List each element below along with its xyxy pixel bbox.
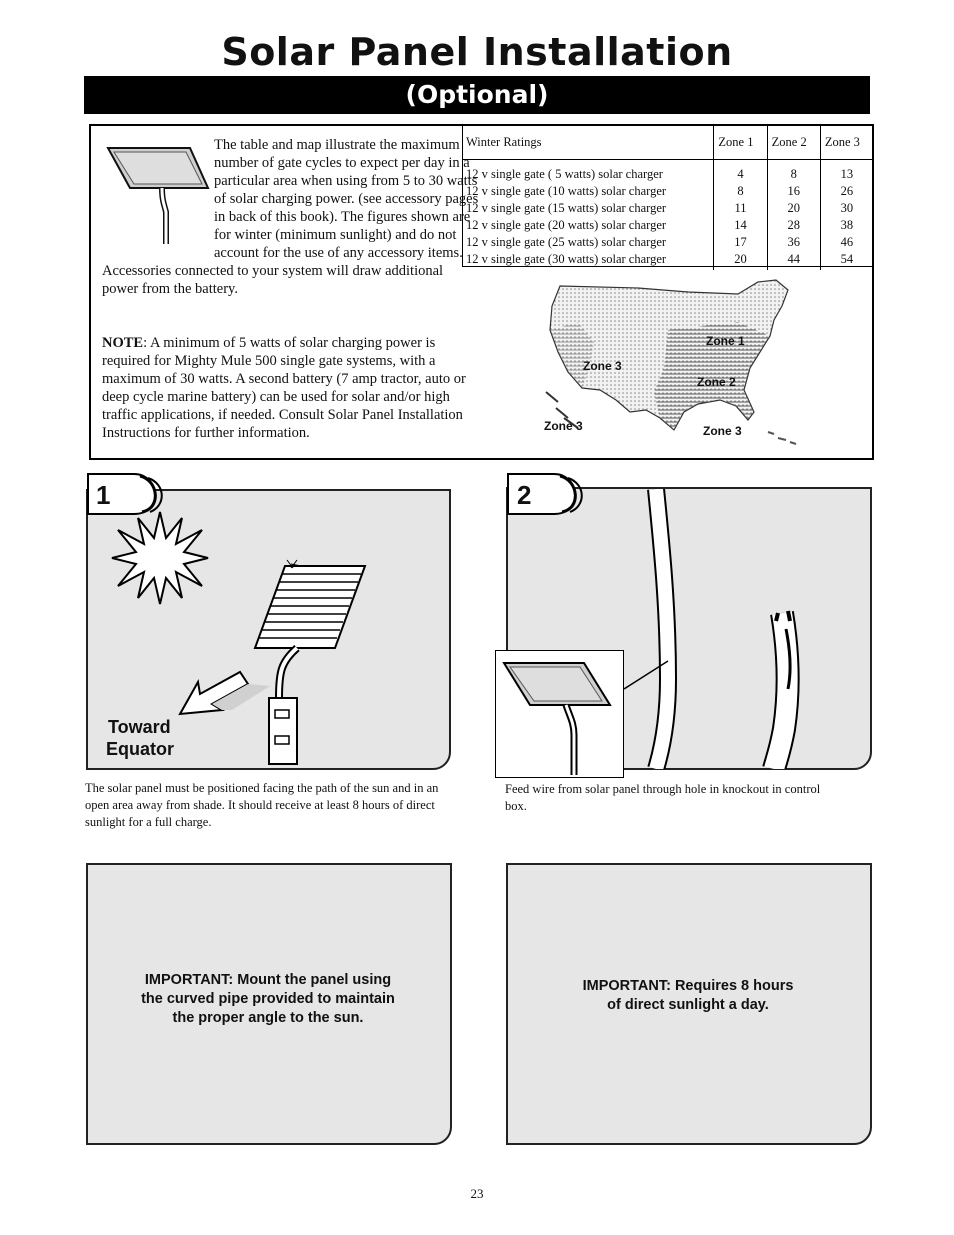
table-cell: 28 xyxy=(767,217,820,234)
important-mount-text xyxy=(100,971,436,1028)
table-cell: 12 v single gate (25 watts) solar charger xyxy=(466,235,667,249)
table-cell: 12 v single gate (20 watts) solar charger xyxy=(466,218,667,232)
toward-equator-label xyxy=(106,716,174,760)
arrow-icon xyxy=(178,668,273,720)
table-cell: 12 v single gate (15 watts) solar charger xyxy=(466,201,667,215)
panel-inset xyxy=(495,650,624,778)
table-cell: 13 xyxy=(820,160,873,184)
table-cell: 46 xyxy=(820,234,873,251)
map-label-zone3-west: Zone 3 xyxy=(583,359,622,373)
table-cell: 30 xyxy=(820,200,873,217)
map-label-zone3-south: Zone 3 xyxy=(703,424,742,438)
wire-pipe-illustration xyxy=(620,489,820,769)
table-header: Zone 3 xyxy=(820,125,873,160)
important-line: the proper angle to the sun. xyxy=(172,1010,364,1026)
page-title: Solar Panel Installation xyxy=(221,30,733,74)
step2-caption: Feed wire from solar panel through hole in knockout in control box. xyxy=(505,782,821,813)
table-cell: 14 xyxy=(714,217,767,234)
table-cell: 44 xyxy=(767,251,820,270)
table-cell: 4 xyxy=(714,160,767,184)
note-text xyxy=(102,334,477,442)
important-line: IMPORTANT: Requires 8 hours xyxy=(582,978,794,994)
page-number: 23 xyxy=(470,1186,484,1201)
table-cell: 38 xyxy=(820,217,873,234)
map-label-zone1: Zone 1 xyxy=(706,334,745,348)
table-cell: 12 v single gate (10 watts) solar charger xyxy=(466,184,667,198)
solar-panel-inset-icon xyxy=(496,651,622,776)
step1-number: 1 xyxy=(96,480,111,510)
table-cell: 8 xyxy=(714,183,767,200)
table-cell: 20 xyxy=(767,200,820,217)
step1-caption: The solar panel must be positioned facing the path of the sun and in an open area away from shade. It should receive at least 8 hours of direct sunlight for a full charge. xyxy=(85,781,439,829)
intro-text xyxy=(102,136,482,298)
table-cell: 11 xyxy=(714,200,767,217)
table-header: Zone 1 xyxy=(714,125,767,160)
table-cell: 54 xyxy=(820,251,873,270)
page-subtitle-band: (Optional) xyxy=(84,76,870,114)
table-cell: 12 v single gate (30 watts) solar charger xyxy=(466,252,667,266)
table-cell: 17 xyxy=(714,234,767,251)
step2-badge xyxy=(498,470,588,518)
equator-text: Equator xyxy=(106,739,175,759)
table-header: Zone 2 xyxy=(767,125,820,160)
table-cell: 36 xyxy=(767,234,820,251)
note-body: : A minimum of 5 watts of solar charging power is required for Mighty Mule 500 single gate systems, with a maximum of 30 watts. A second battery (7 amp tractor, auto or deep cycle marine battery) can be used for solar and/or high traffic applications, if needed. Consult Solar Panel Installation Instructions for further information. xyxy=(102,335,466,441)
solar-panel-illustration xyxy=(175,558,375,766)
map-label-zone2: Zone 2 xyxy=(697,375,736,389)
table-cell: 12 v single gate ( 5 watts) solar charger xyxy=(466,167,663,181)
toward-text: Toward xyxy=(108,717,171,737)
important-line: IMPORTANT: Mount the panel using xyxy=(144,972,392,988)
note-label: NOTE xyxy=(102,335,144,351)
table-cell: 8 xyxy=(767,160,820,184)
map-label-zone3-hawaii: Zone 3 xyxy=(544,419,583,433)
important-line: the curved pipe provided to maintain xyxy=(141,991,395,1007)
table-cell: 20 xyxy=(714,251,767,270)
table-frame xyxy=(462,125,873,267)
table-header: Winter Ratings xyxy=(462,125,714,160)
important-sunlight-text xyxy=(520,977,856,1015)
table-cell: 16 xyxy=(767,183,820,200)
step2-number: 2 xyxy=(517,480,532,510)
table-cell: 26 xyxy=(820,183,873,200)
important-line: of direct sunlight a day. xyxy=(607,997,769,1013)
intro-paragraph: The table and map illustrate the maximum number of gate cycles to expect per day in a particular area when using from 5 to 30 watts of solar charging power. (see accessory pages in back of this book). The figures shown are for winter (minimum sunlight) and do not account for the use of any accessory items. Accessories connected to your system will draw additional power from the battery. xyxy=(102,137,479,297)
